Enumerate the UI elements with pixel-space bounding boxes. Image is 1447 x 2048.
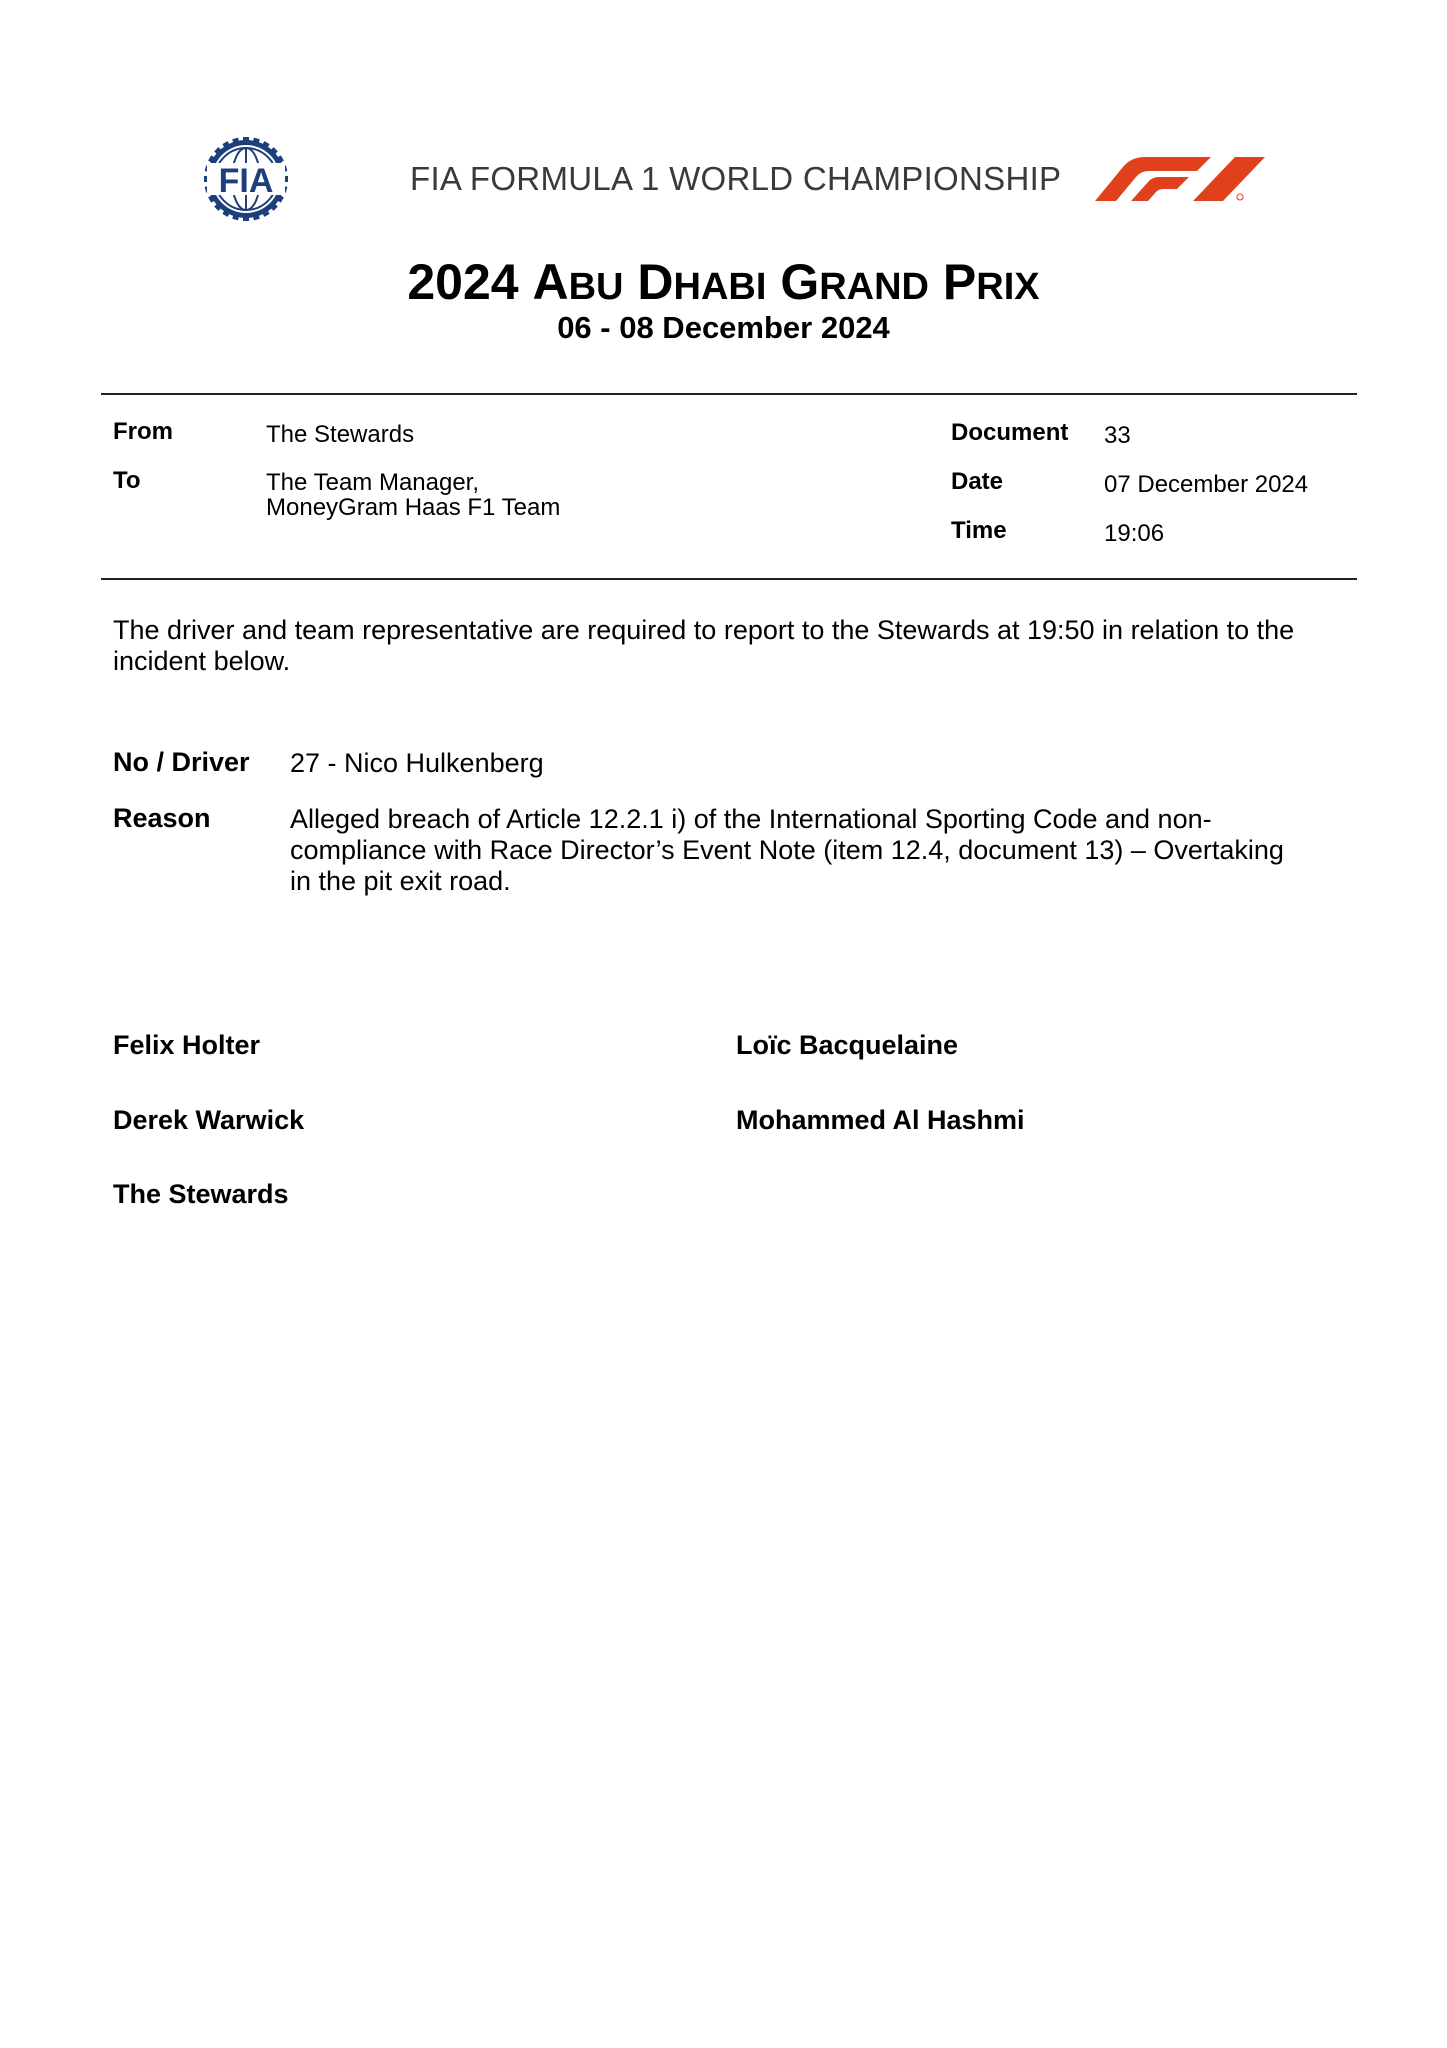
divider-bottom <box>101 578 1357 580</box>
svg-text:FIA: FIA <box>218 162 274 200</box>
from-label: From <box>113 418 173 445</box>
f1-logo <box>1093 153 1268 203</box>
reason-line1: Alleged breach of Article 12.2.1 i) of the International Sporting Code and non- <box>290 804 1212 834</box>
title-word-4: PRIX <box>942 254 1040 310</box>
summons-text <box>113 615 1353 677</box>
steward-name-3: Derek Warwick <box>113 1105 305 1135</box>
date-value: 07 December 2024 <box>1104 471 1309 498</box>
fia-logo <box>185 137 307 221</box>
time-label: Time <box>951 517 1007 544</box>
driver-label: No / Driver <box>113 747 250 777</box>
event-dates: 06 - 08 December 2024 <box>557 310 890 345</box>
to-value <box>266 470 560 520</box>
to-value-line2: MoneyGram Haas F1 Team <box>266 494 561 521</box>
reason-line3: in the pit exit road. <box>290 866 511 896</box>
stewards-closing: The Stewards <box>113 1179 289 1209</box>
divider-top <box>101 393 1357 395</box>
time-value: 19:06 <box>1104 520 1165 547</box>
reason-value <box>290 804 1350 897</box>
reason-line2: compliance with Race Director’s Event Note (item 12.4, document 13) – Overtaking <box>290 835 1284 865</box>
date-label: Date <box>951 468 1004 495</box>
steward-name-2: Loïc Bacquelaine <box>736 1030 959 1060</box>
summons-line2: incident below. <box>113 646 291 676</box>
title-word-1: ABU <box>532 254 624 310</box>
title-word-3: GRAND <box>780 254 929 310</box>
driver-value: 27 - Nico Hulkenberg <box>290 748 544 778</box>
title-word-2: DHABI <box>637 254 767 310</box>
to-label: To <box>113 467 141 494</box>
steward-name-4: Mohammed Al Hashmi <box>736 1105 1025 1135</box>
from-value: The Stewards <box>266 421 415 448</box>
event-title <box>0 253 1447 311</box>
championship-title: FIA FORMULA 1 WORLD CHAMPIONSHIP <box>410 160 1062 197</box>
document-number: 33 <box>1104 422 1131 449</box>
title-year: 2024 <box>407 254 519 310</box>
to-value-line1: The Team Manager, <box>266 469 480 496</box>
summons-line1: The driver and team representative are required to report to the Stewards at 19:50 in relation to the <box>113 615 1295 645</box>
reason-label: Reason <box>113 803 211 833</box>
document-label: Document <box>951 419 1069 446</box>
steward-name-1: Felix Holter <box>113 1030 261 1060</box>
